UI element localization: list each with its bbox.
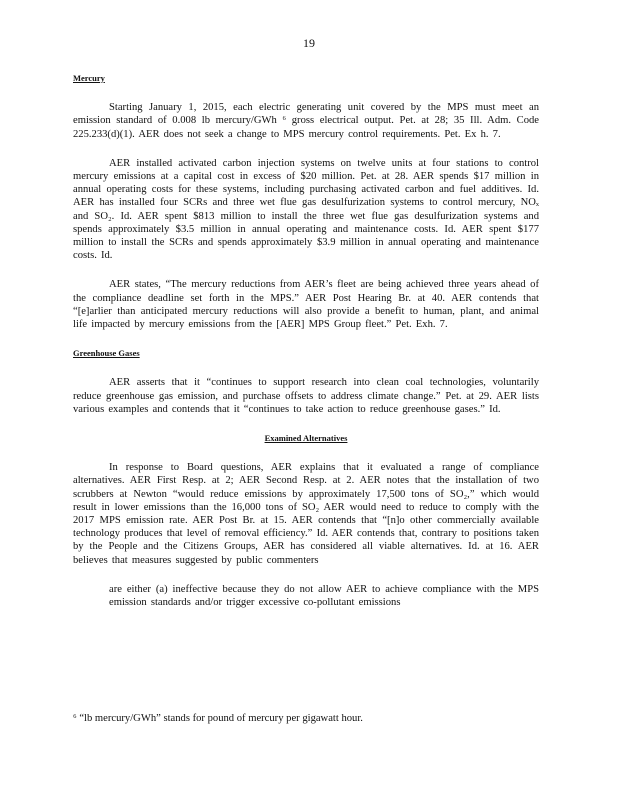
paragraph: AER installed activated carbon injection systems on twelve units at four stations to control mercury emissions at a capital cost in excess of $20 million. Pet. at 28. AER spends $17 million in annual operating costs for these systems, including purchasing activated carbon and fuel additives. Id. AER has installed four SCRs and three wet flue gas desulfurization systems to control mercury, NOₓ and SO₂. Id. AER spent $813 million to install the three wet flue gas desulfurization systems and spends approximately $3.5 million in annual operating and maintenance costs. Id. AER spent $177 million to install the SCRs and spends approximately $3.9 million in annual operating and maintenance costs. Id.: [73, 157, 539, 262]
block-quote: are either (a) ineffective because they do not allow AER to achieve compliance with the MPS emission standards and/or trigger excessive co-pollutant emissions: [109, 583, 539, 609]
paragraph: In response to Board questions, AER explains that it evaluated a range of compliance alternatives. AER First Resp. at 2; AER Second Resp. at 2. AER notes that the installation of two scrubbers at Newton “would reduce emissions by approximately 17,500 tons of SO₂,” which would result in lower emissions than the 16,000 tons of SO₂ AER would need to reduce to comply with the 2017 MPS emission rate. AER Post Br. at 15. AER contends that “[n]o other commercially available technology produces that level of removal efficiency.” Id. AER contends that, contrary to positions taken by the People and the Citizens Groups, AER has considered all viable alternatives. Id. at 16. AER believes that measures suggested by public commenters: [73, 462, 539, 566]
section-heading-examined-alternatives: Examined Alternatives: [264, 433, 348, 444]
page-number: 19: [303, 36, 315, 50]
page-body: [73, 72, 539, 609]
section-heading-mercury: Mercury: [73, 73, 105, 83]
paragraph: Starting January 1, 2015, each electric generating unit covered by the MPS must meet an emission standard of 0.008 lb mercury/GWh ⁶ gross electrical output. Pet. at 28; 35 Ill. Adm. Code 225.233(d)(1). AER does not seek a change to MPS mercury control requirements. Pet. Ex h. 7.: [73, 102, 539, 140]
section-heading-greenhouse-gases: Greenhouse Gases: [73, 348, 140, 359]
paragraph: AER states, “The mercury reductions from AER’s fleet are being achieved three years ahead of the compliance deadline set forth in the MPS.” AER Post Hearing Br. at 40. AER contends that “[e]arlier than anticipated mercury reductions will also provide a benefit to human, plant, and animal life impacted by mercury emissions from the [AER] MPS Group fleet.” Pet. Exh. 7.: [73, 279, 539, 331]
paragraph: AER asserts that it “continues to support research into clean coal technologies, voluntarily reduce greenhouse gas emission, and purchase offsets to address climate change.” Pet. at 29. AER lists various examples and contends that it “continues to take action to reduce greenhouse gases.” Id.: [73, 377, 539, 415]
footnote: ⁶ “lb mercury/GWh” stands for pound of mercury per gigawatt hour.: [73, 713, 363, 724]
